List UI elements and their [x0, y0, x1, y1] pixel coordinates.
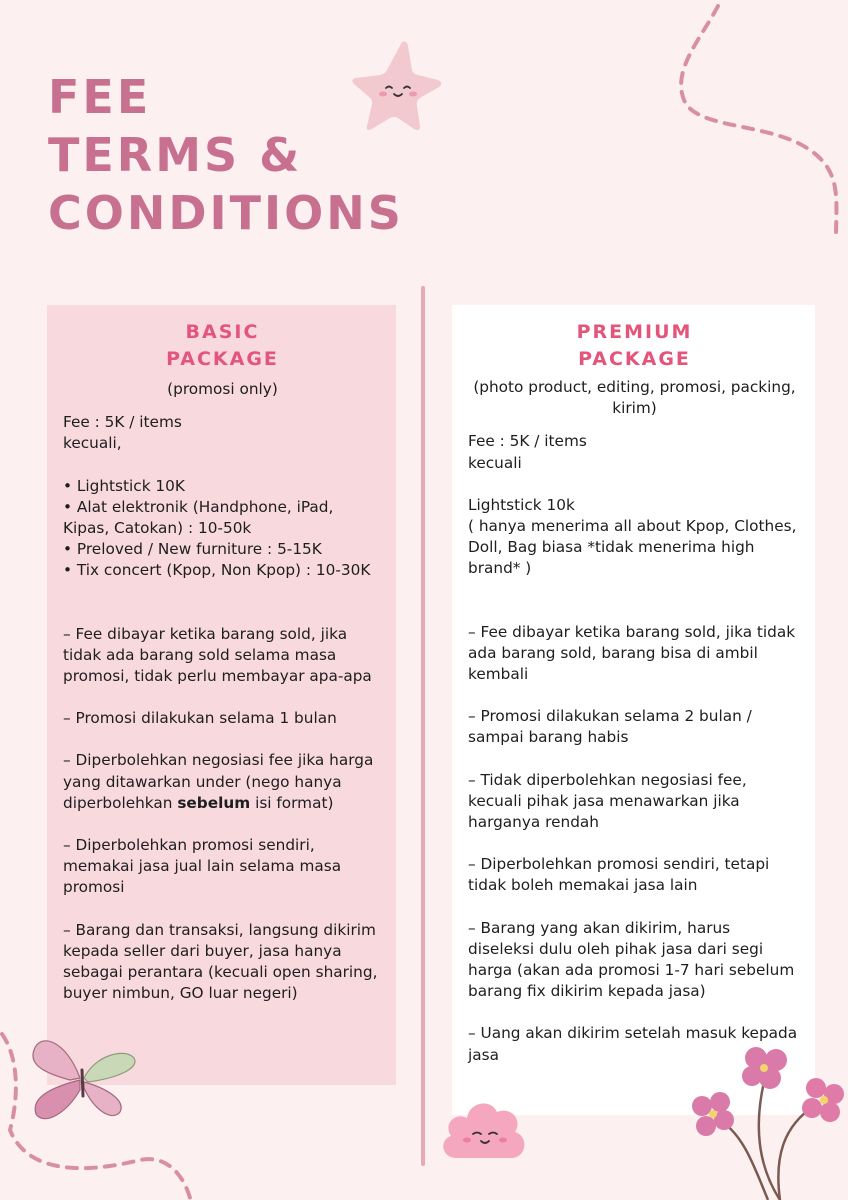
- premium-term: – Diperbolehkan promosi sendiri, tetapi tidak boleh memakai jasa lain: [468, 855, 770, 895]
- premium-term: – Tidak diperbolehkan negosiasi fee, kecuali pihak jasa menawarkan jika harganya rendah: [468, 770, 747, 832]
- basic-term: – Fee dibayar ketika barang sold, jika tidak ada barang sold selama masa promosi, tidak perlu membayar apa-apa: [63, 624, 372, 686]
- cloud-icon: [437, 1088, 531, 1166]
- list-item: • Preloved / New furniture : 5-15K: [63, 540, 322, 559]
- title-line-terms: TERMS &: [48, 128, 303, 182]
- title-line-conditions: CONDITIONS: [48, 186, 404, 240]
- premium-title-line1: PREMIUM: [576, 321, 693, 343]
- basic-title-line2: PACKAGE: [166, 348, 279, 370]
- premium-package-panel: [452, 305, 815, 1115]
- premium-package-title: [468, 319, 801, 373]
- column-divider: [421, 286, 425, 1166]
- basic-fee: Fee : 5K / items: [63, 413, 182, 432]
- basic-package-title: [63, 319, 382, 373]
- premium-term: – Barang yang akan dikirim, harus diseleksi dulu oleh pihak jasa dari segi harga (akan ada promosi 1-7 hari sebelum barang fix dikirim kepada jasa): [468, 918, 795, 1001]
- basic-except: kecuali,: [63, 434, 122, 453]
- basic-term-text: – Diperbolehkan negosiasi fee jika harga yang ditawarkan under (nego hanya diperbolehkan: [63, 751, 374, 812]
- basic-term-bold: sebelum: [177, 793, 251, 812]
- premium-term: – Fee dibayar ketika barang sold, jika tidak ada barang sold, barang bisa di ambil kembali: [468, 622, 796, 684]
- premium-fee: Fee : 5K / items: [468, 432, 587, 451]
- basic-term: [63, 750, 382, 814]
- premium-subtitle: (photo product, editing, promosi, packing, kirim): [473, 378, 796, 418]
- basic-term-text: isi format): [250, 793, 334, 812]
- list-item: • Lightstick 10K: [63, 476, 185, 495]
- list-item: • Alat elektronik (Handphone, iPad, Kipas, Catokan) : 10-50k: [63, 497, 334, 538]
- premium-title-line2: PACKAGE: [578, 348, 691, 370]
- flower-icon: [684, 1036, 848, 1200]
- list-item: • Tix concert (Kpop, Non Kpop) : 10-30K: [63, 561, 371, 580]
- premium-note: ( hanya menerima all about Kpop, Clothes, Doll, Bag biasa *tidak menerima high brand* ): [468, 517, 797, 578]
- title-line-fee: FEE: [48, 70, 152, 124]
- star-icon: [350, 38, 446, 134]
- basic-term: – Diperbolehkan promosi sendiri, memakai jasa jual lain selama masa promosi: [63, 836, 342, 897]
- premium-lightstick: Lightstick 10k: [468, 495, 575, 514]
- butterfly-icon: [26, 1030, 142, 1126]
- premium-term: – Uang akan dikirim setelah masuk kepada jasa: [468, 1024, 798, 1064]
- basic-package-panel: [47, 305, 396, 1085]
- basic-subtitle: (promosi only): [167, 380, 278, 398]
- dashed-line-top-right: [660, 0, 848, 240]
- basic-item-list: [63, 476, 382, 582]
- premium-term: – Promosi dilakukan selama 2 bulan / sampai barang habis: [468, 707, 752, 747]
- basic-term: – Barang dan transaksi, langsung dikirim kepada seller dari buyer, jasa hanya sebagai perantara (kecuali open sharing, buyer nimbun, GO luar negeri): [63, 920, 378, 1003]
- premium-except: kecuali: [468, 453, 522, 472]
- basic-term: – Promosi dilakukan selama 1 bulan: [63, 709, 337, 728]
- basic-title-line1: BASIC: [185, 321, 260, 343]
